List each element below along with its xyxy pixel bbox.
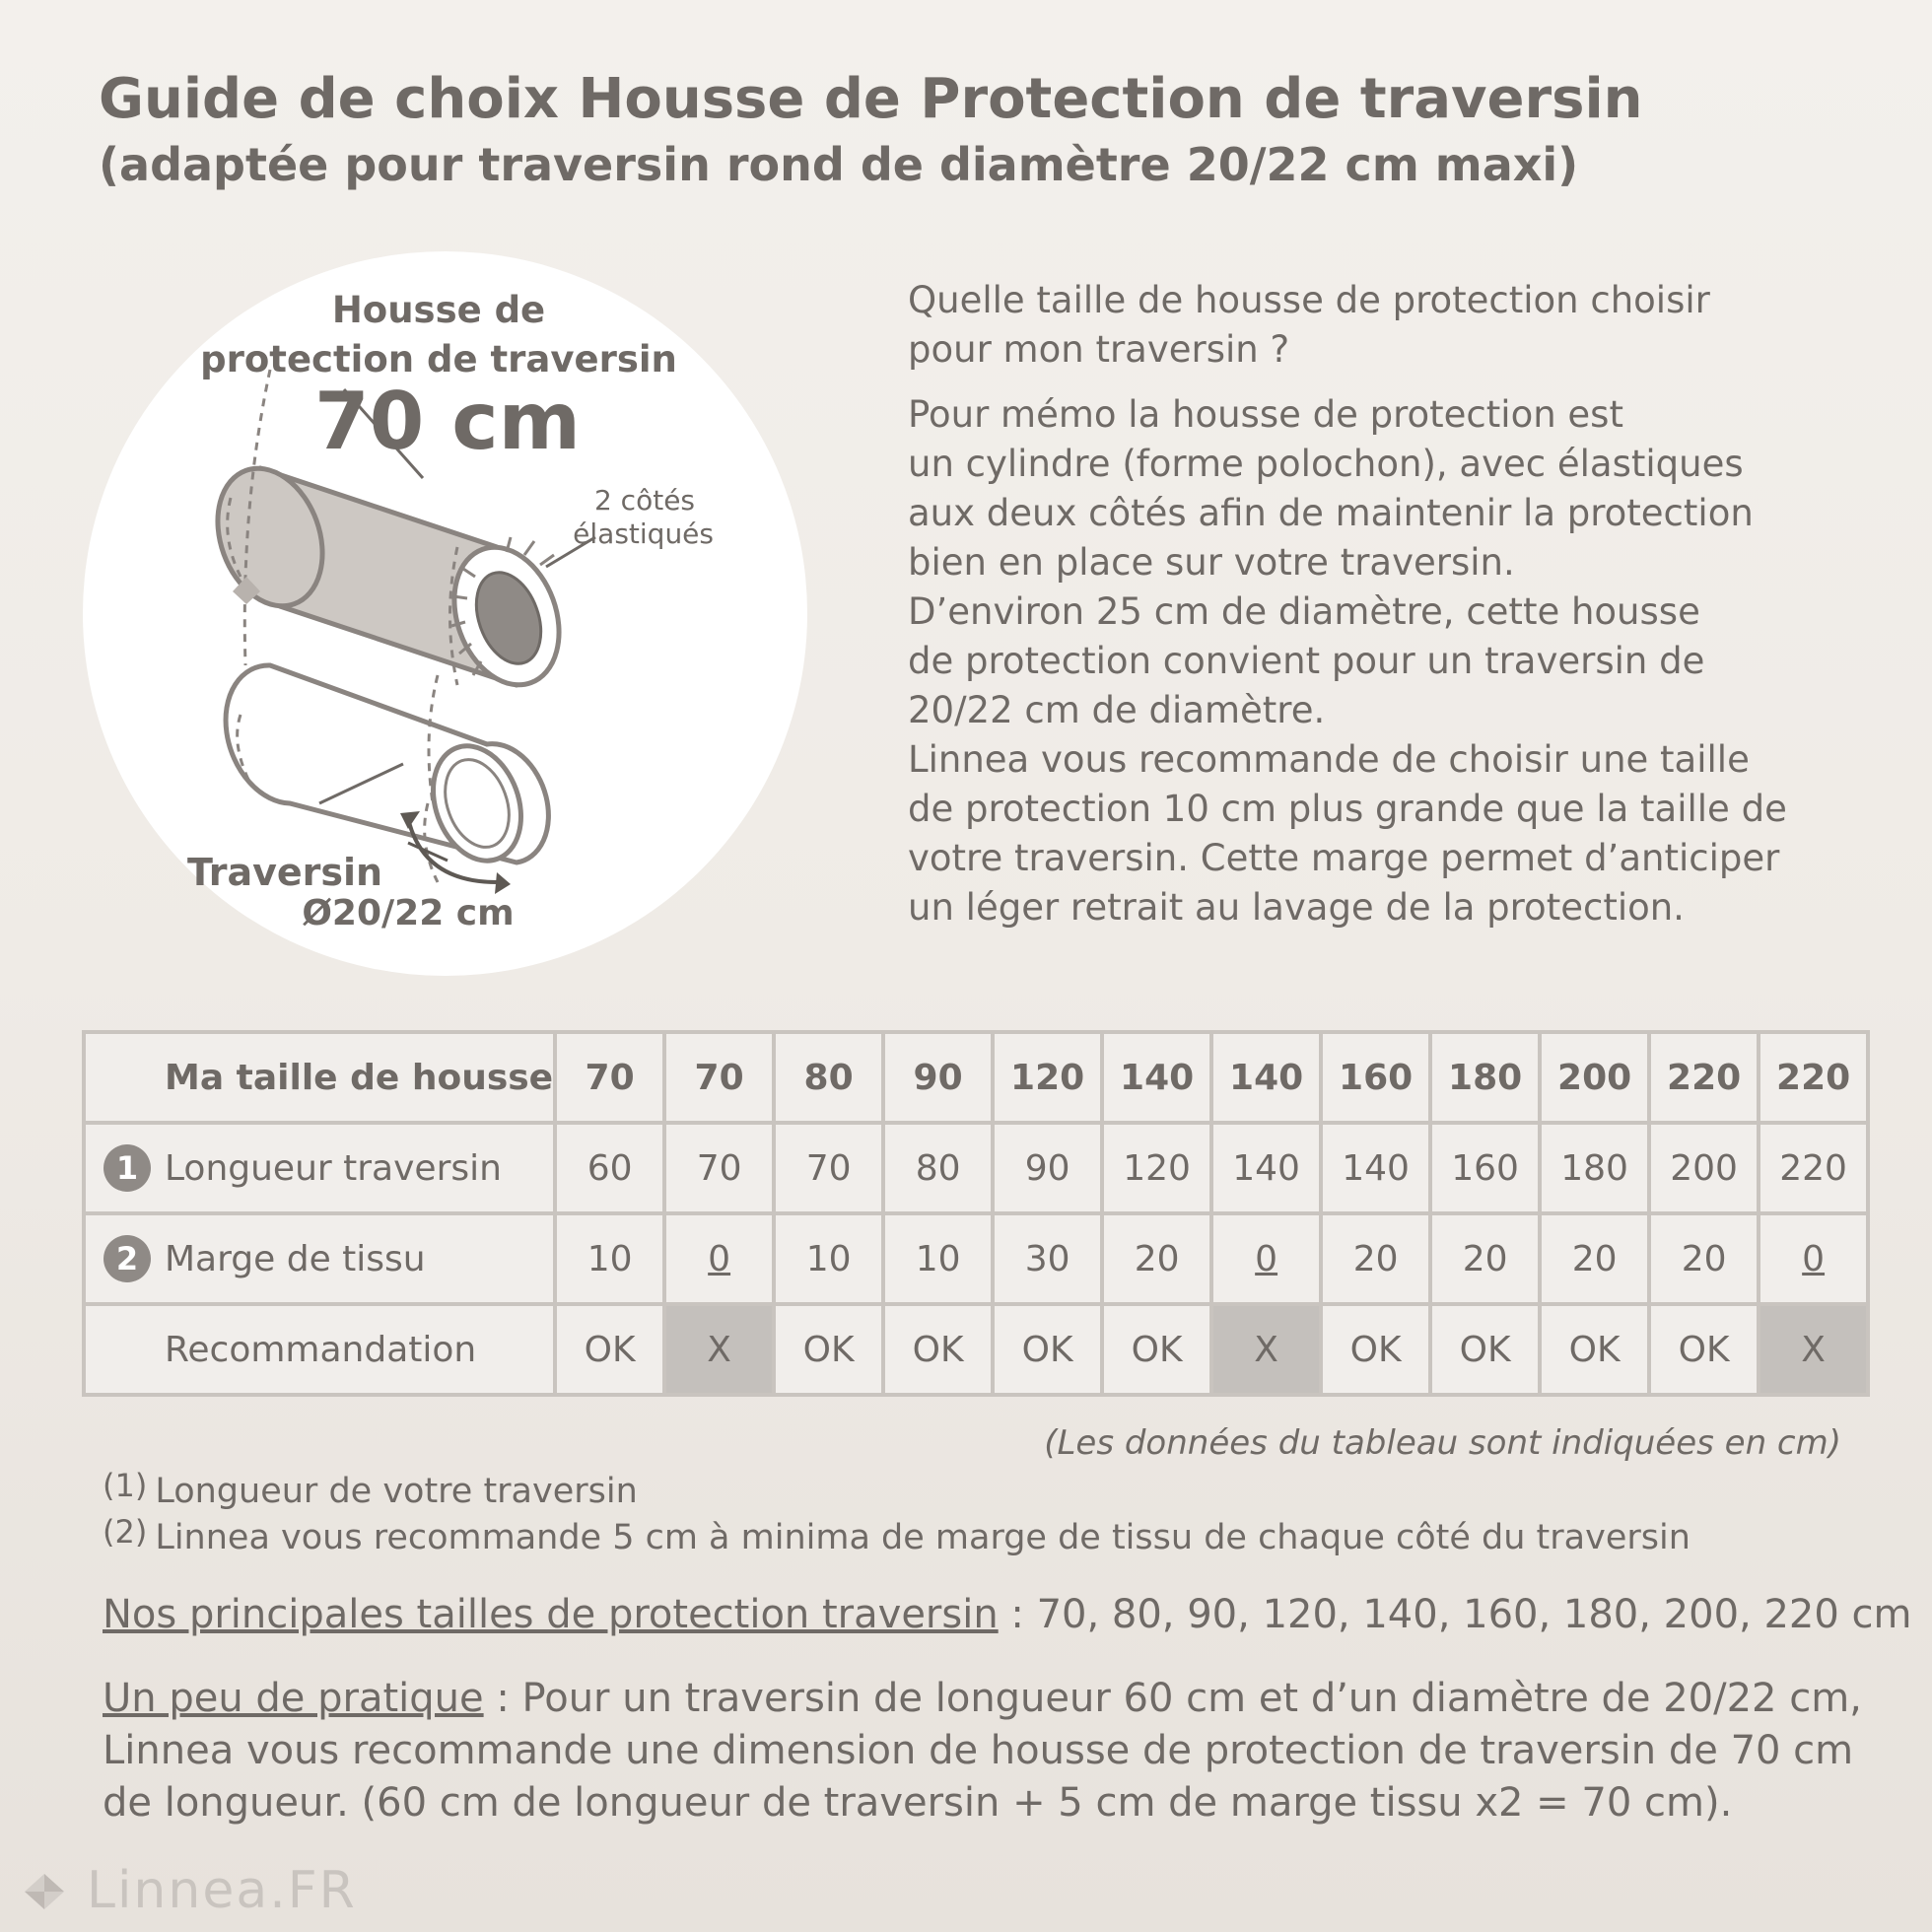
length-cell: 80 [883, 1123, 993, 1213]
row-header-length-label: Longueur traversin [165, 1147, 502, 1189]
intro-question-line: pour mon traversin ? [908, 328, 1290, 371]
intro-body-line: 20/22 cm de diamètre. [908, 689, 1326, 731]
length-cell: 90 [993, 1123, 1102, 1213]
recommendation-cell-not-recommended: X [664, 1304, 774, 1395]
practice-line: de longueur. (60 cm de longueur de traversin + 5 cm de marge tissu x2 = 70 cm). [103, 1780, 1733, 1826]
size-cell: 80 [774, 1032, 883, 1123]
recommendation-cell: OK [774, 1304, 883, 1395]
footnote-2 [103, 1513, 1690, 1557]
cover-label-line1: Housse de [331, 289, 546, 331]
intro-body-line: aux deux côtés afin de maintenir la protection [908, 492, 1754, 534]
length-cell: 220 [1759, 1123, 1868, 1213]
row-header-recommendation: Recommandation [84, 1304, 555, 1395]
page-title: Guide de choix Housse de Protection de traversin [99, 67, 1643, 131]
length-cell: 70 [664, 1123, 774, 1213]
intro-body-line: un léger retrait au lavage de la protection. [908, 886, 1685, 929]
page-subtitle: (adaptée pour traversin rond de diamètre 20/22 cm maxi) [99, 138, 1579, 191]
size-cell: 220 [1649, 1032, 1759, 1123]
size-cell: 180 [1430, 1032, 1540, 1123]
size-cell: 70 [664, 1032, 774, 1123]
length-cell: 200 [1649, 1123, 1759, 1213]
intro-question [908, 276, 1854, 375]
margin-cell [1211, 1213, 1321, 1304]
size-cell: 120 [993, 1032, 1102, 1123]
margin-value: 20 [1134, 1238, 1180, 1279]
length-cell: 70 [774, 1123, 883, 1213]
intro-body-line: D’environ 25 cm de diamètre, cette housse [908, 590, 1700, 633]
footnote-badge-2: 2 [104, 1235, 151, 1282]
row-header-length [84, 1123, 555, 1213]
intro-body-line: votre traversin. Cette marge permet d’anticiper [908, 837, 1780, 879]
margin-cell [1649, 1213, 1759, 1304]
size-cell: 90 [883, 1032, 993, 1123]
length-cell: 140 [1211, 1123, 1321, 1213]
intro-question-line: Quelle taille de housse de protection choisir [908, 279, 1710, 321]
margin-cell [1321, 1213, 1430, 1304]
recommendation-cell: OK [555, 1304, 664, 1395]
intro-text [908, 276, 1854, 948]
margin-value: 10 [805, 1238, 852, 1279]
margin-value: 10 [915, 1238, 961, 1279]
length-cell: 60 [555, 1123, 664, 1213]
row-header-margin [84, 1213, 555, 1304]
footnote-index: (2) [103, 1513, 148, 1551]
table-row-recommendation [84, 1304, 1868, 1395]
practice-line-rest: : Pour un traversin de longueur 60 cm et d’un diamètre de 20/22 cm, [483, 1676, 1862, 1721]
table-row-margin [84, 1213, 1868, 1304]
footnote-index: (1) [103, 1467, 148, 1504]
margin-cell [1759, 1213, 1868, 1304]
recommendation-cell-not-recommended: X [1759, 1304, 1868, 1395]
size-cell: 70 [555, 1032, 664, 1123]
intro-body-line: de protection 10 cm plus grande que la taille de [908, 788, 1787, 830]
practice-label: Un peu de pratique [103, 1676, 484, 1721]
row-header-margin-label: Marge de tissu [165, 1238, 426, 1279]
margin-cell [774, 1213, 883, 1304]
intro-body-line: Pour mémo la housse de protection est [908, 393, 1623, 436]
footnote-text: Longueur de votre traversin [155, 1472, 638, 1511]
margin-cell [555, 1213, 664, 1304]
margin-value: 30 [1024, 1238, 1070, 1279]
cover-size-label: 70 cm [314, 376, 581, 467]
brand-logo [20, 1861, 357, 1920]
recommendation-cell: OK [993, 1304, 1102, 1395]
intro-body-line: de protection convient pour un traversin de [908, 640, 1705, 682]
table-row-length [84, 1123, 1868, 1213]
size-cell: 140 [1211, 1032, 1321, 1123]
margin-value: 20 [1681, 1238, 1727, 1279]
bolster-diagram [83, 251, 807, 976]
length-cell: 180 [1540, 1123, 1649, 1213]
intro-body-line: Linnea vous recommande de choisir une taille [908, 738, 1750, 781]
main-sizes-label: Nos principales tailles de protection traversin [103, 1592, 999, 1637]
recommendation-cell: OK [1102, 1304, 1211, 1395]
main-sizes-line [103, 1592, 1911, 1637]
practice-paragraph [103, 1673, 1862, 1829]
cover-label-line2: protection de traversin [200, 338, 677, 380]
margin-cell [1102, 1213, 1211, 1304]
footnote-text: Linnea vous recommande 5 cm à minima de marge de tissu de chaque côté du traversin [155, 1518, 1690, 1557]
margin-cell [1540, 1213, 1649, 1304]
table-units-note: (Les données du tableau sont indiquées en cm) [1044, 1423, 1841, 1463]
recommendation-cell: OK [1430, 1304, 1540, 1395]
footnote-1 [103, 1467, 638, 1511]
margin-value: 0 [1255, 1238, 1278, 1279]
footnote-badge-1: 1 [104, 1144, 151, 1192]
table-row-size [84, 1032, 1868, 1123]
margin-value: 0 [708, 1238, 731, 1279]
length-cell: 160 [1430, 1123, 1540, 1213]
practice-line [103, 1673, 1862, 1725]
pillow-label: Traversin [187, 851, 383, 894]
length-cell: 120 [1102, 1123, 1211, 1213]
recommendation-cell: OK [1649, 1304, 1759, 1395]
intro-body [908, 390, 1854, 932]
margin-value: 20 [1352, 1238, 1399, 1279]
margin-value: 20 [1571, 1238, 1618, 1279]
recommendation-cell: OK [1321, 1304, 1430, 1395]
margin-cell [993, 1213, 1102, 1304]
size-cell: 140 [1102, 1032, 1211, 1123]
elastic-label-line1: 2 côtés [593, 484, 696, 517]
size-cell: 160 [1321, 1032, 1430, 1123]
size-cell: 220 [1759, 1032, 1868, 1123]
margin-value: 0 [1802, 1238, 1826, 1279]
size-guide-table [82, 1030, 1870, 1397]
margin-value: 10 [586, 1238, 633, 1279]
diameter-label: Ø20/22 cm [302, 893, 515, 933]
margin-cell [883, 1213, 993, 1304]
recommendation-cell: OK [1540, 1304, 1649, 1395]
recommendation-cell-not-recommended: X [1211, 1304, 1321, 1395]
size-cell: 200 [1540, 1032, 1649, 1123]
margin-cell [1430, 1213, 1540, 1304]
margin-cell [664, 1213, 774, 1304]
margin-value: 20 [1462, 1238, 1508, 1279]
intro-body-line: bien en place sur votre traversin. [908, 541, 1515, 584]
main-sizes-values: : 70, 80, 90, 120, 140, 160, 180, 200, 220 cm [998, 1592, 1912, 1637]
diagram-circle [83, 251, 807, 976]
brand-name: Linnea.FR [87, 1861, 357, 1920]
intro-body-line: un cylindre (forme polochon), avec élastiques [908, 443, 1744, 485]
linnea-bird-logo-icon [20, 1866, 69, 1915]
recommendation-cell: OK [883, 1304, 993, 1395]
elastic-label-line2: élastiqués [573, 518, 714, 550]
length-cell: 140 [1321, 1123, 1430, 1213]
practice-line: Linnea vous recommande une dimension de housse de protection de traversin de 70 cm [103, 1728, 1854, 1773]
row-header-size: Ma taille de housse [84, 1032, 555, 1123]
